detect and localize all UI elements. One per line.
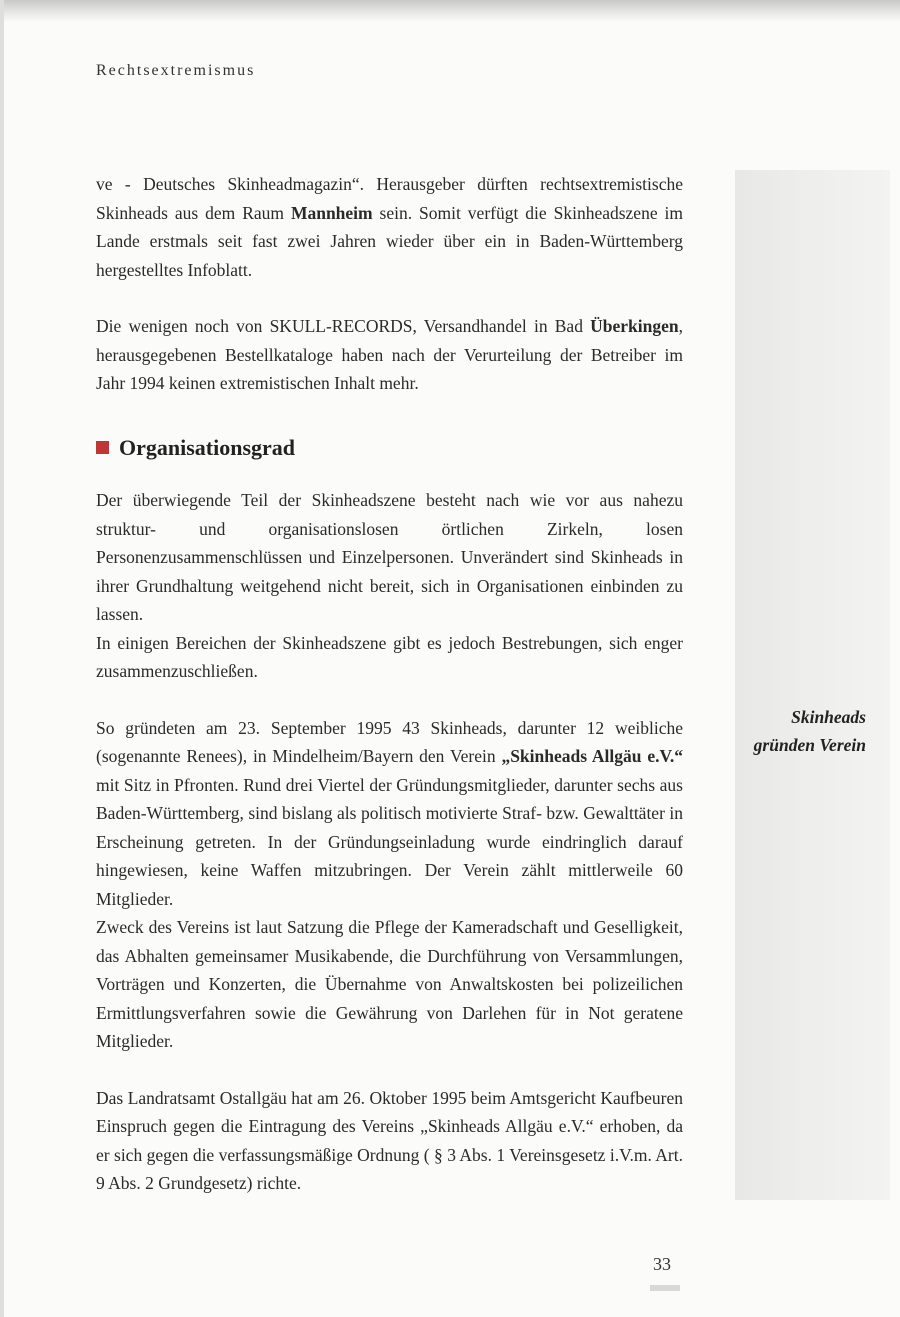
page-number: 33 <box>653 1254 671 1274</box>
paragraph: Das Landratsamt Ostallgäu hat am 26. Oktober 1995 beim Amtsgericht Kaufbeuren Einspruch gegen die Eintragung des Vereins „Skinheads Allgäu e.V.“ erhoben, da er sich gegen die verfassungsmäßige Ordnung ( § 3 Abs. 1 Vereinsgesetz i.V.m. Art. 9 Abs. 2 Grundgesetz) richte. <box>96 1087 683 1193</box>
margin-note: Skinheads gründen Verein <box>753 707 866 755</box>
section-heading <box>96 434 683 463</box>
bold-term: Mannheim <box>290 202 373 223</box>
paragraph: Zweck des Vereins ist laut Satzung die Pflege der Kameradschaft und Geselligkeit, das Abhalten gemeinsamer Musikabende, die Durchführung von Versammlungen, Vorträgen und Konzerten, die Übernahme von Anwaltskosten bei polizeilichen Ermittlungsverfahren sowie die Gewährung von Darlehen für in Not geratene Mitglieder. <box>96 917 683 1051</box>
section-heading-text: Organisationsgrad <box>119 434 296 460</box>
paragraph: Der überwiegende Teil der Skinheadszene besteht nach wie vor aus nahezu struktur- und organisationslosen örtlichen Zirkeln, losen Personenzusammenschlüssen und Einzelpersonen. Unverändert sind Skinheads in ihrer Grundhaltung weitgehend nicht bereit, sich in Organisationen einbinden zu lassen. <box>96 490 683 624</box>
paragraph: So gründeten am 23. September 1995 43 Skinheads, darunter 12 weibliche (sogenannte Renees), in Mindelheim/Bayern den Verein „Skinheads Allgäu e.V.“ mit Sitz in Pfronten. Rund drei Viertel der Gründungsmitglieder, darunter sechs aus Baden-Württemberg, sind bislang als politisch motivierte Straf- bzw. Gewalttäter in Erscheinung getreten. In der Gründungseinladung wurde eindringlich darauf hingewiesen, keine Waffen mitzubringen. Der Verein zählt mittlerweile 60 Mitglieder. <box>96 717 683 909</box>
paragraph: In einigen Bereichen der Skinheadszene gibt es jedoch Bestrebungen, sich enger zusammenzuschließen. <box>96 632 683 681</box>
scan-left-edge <box>0 0 4 1317</box>
body-text <box>96 170 683 1198</box>
paragraph: Die wenigen noch von SKULL-RECORDS, Versandhandel in Bad Überkingen, herausgegebenen Bestellkataloge haben nach der Verurteilung der Betreiber im Jahr 1994 keinen extremistischen Inhalt mehr. <box>96 316 683 393</box>
square-bullet-icon <box>96 441 109 454</box>
bold-term: Überkingen <box>590 316 679 336</box>
margin-column <box>735 170 890 1200</box>
page-number-bar <box>650 1285 680 1291</box>
scan-top-shadow <box>0 0 900 22</box>
paragraph: ve - Deutsches Skinheadmagazin“. Herausgeber dürften rechtsextremistische Skinheads aus dem Raum Mannheim sein. Somit verfügt die Skinheadszene im Lande erstmals seit fast zwei Jahren wieder über ein in Baden-Württemberg hergestelltes Infoblatt. <box>96 174 683 280</box>
bold-term: „Skinheads Allgäu e.V.“ <box>501 746 683 766</box>
running-header: Rechtsextremismus <box>96 62 256 79</box>
